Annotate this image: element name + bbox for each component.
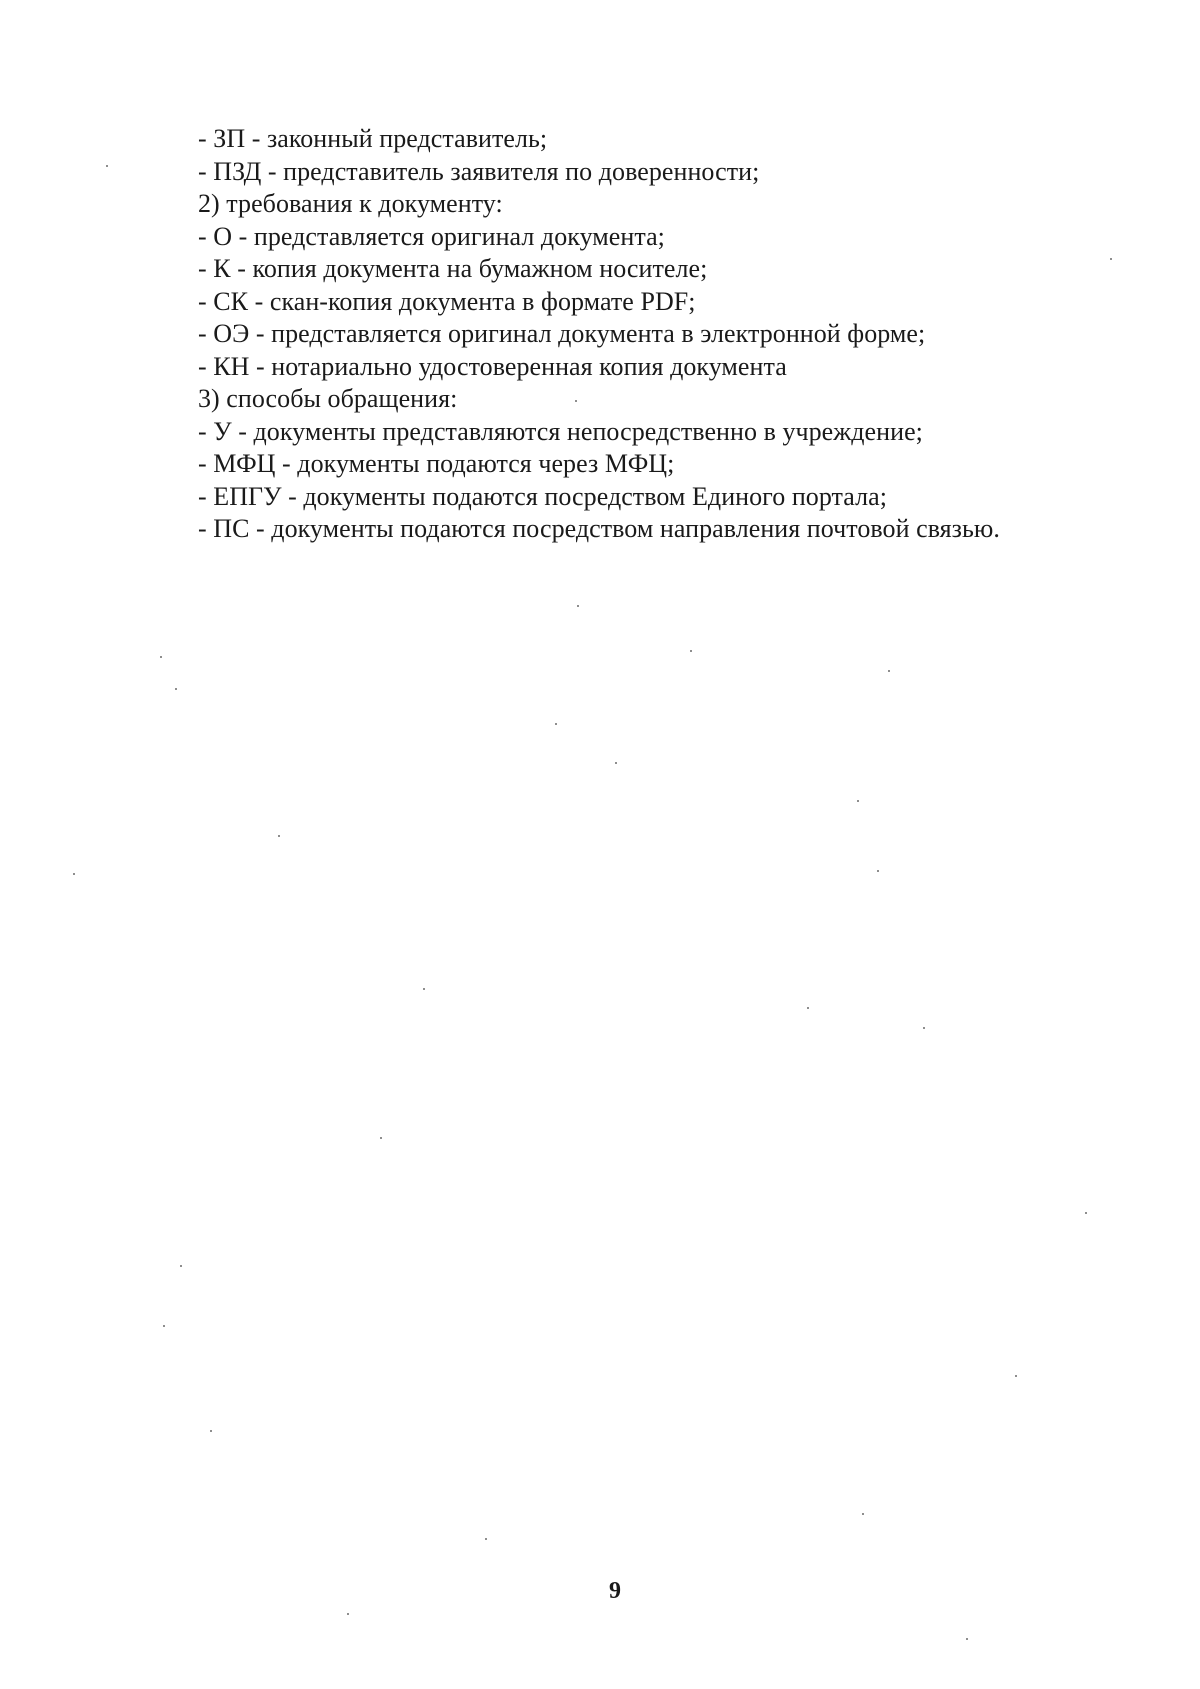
list-item: - ОЭ - представляется оригинал документа в электронной форме; (198, 319, 926, 348)
page-number: 9 (609, 1578, 621, 1604)
list-item: - ПС - документы подаются посредством направления почтовой связью. (198, 514, 1000, 543)
list-item: - К - копия документа на бумажном носителе; (198, 254, 708, 283)
list-item: - СК - скан-копия документа в формате PDF; (198, 286, 696, 316)
section-heading: 3) способы обращения: (198, 384, 458, 413)
list-item: - ЕПГУ - документы подаются посредством Единого портала; (198, 481, 887, 511)
list-item: - У - документы представляются непосредственно в учреждение; (198, 416, 923, 446)
list-item: - КН - нотариально удостоверенная копия документа (198, 351, 787, 381)
list-item: - ЗП - законный представитель; (198, 124, 548, 153)
list-item: - МФЦ - документы подаются через МФЦ; (198, 449, 675, 478)
document-body (198, 123, 1098, 546)
list-item: - ПЗД - представитель заявителя по доверенности; (198, 156, 760, 186)
section-heading: 2) требования к документу: (198, 189, 503, 218)
list-item: - О - представляется оригинал документа; (198, 221, 665, 251)
